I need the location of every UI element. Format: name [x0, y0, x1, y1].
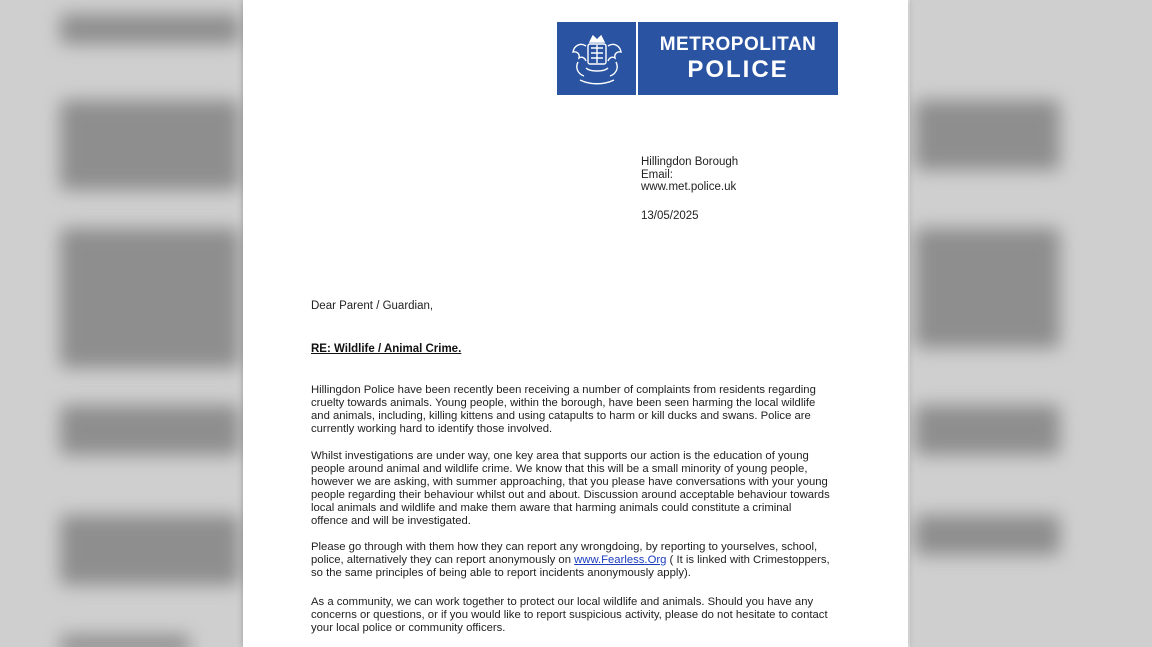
- paragraph-3: [311, 541, 831, 580]
- letter-subject: RE: Wildlife / Animal Crime.: [311, 343, 462, 355]
- address-website: www.met.police.uk: [641, 181, 737, 193]
- address-borough: Hillingdon Borough: [641, 156, 739, 168]
- logo-line1: METROPOLITAN: [659, 33, 817, 55]
- paragraph-3-text-start: Please go through with them how they can report any wrongdoing, by reporting to yourselves, school, police, alternatively they can report anonymously on: [311, 541, 818, 566]
- sender-address: [641, 156, 738, 194]
- police-crest-icon: [557, 22, 638, 95]
- salutation: Dear Parent / Guardian,: [311, 300, 434, 312]
- paragraph-2: Whilst investigations are under way, one key area that supports our action is the education of young people around animal and wildlife crime. We know that this will be a small minority of young people, however we are asking, with summer approaching, that you please have conversations with your young people regarding their behaviour whilst out and about. Discussion around acceptable behaviour towards local animals and wildlife and make them aware that harming animals could constitute a criminal offence and will be investigated.: [311, 450, 830, 527]
- fearless-link[interactable]: www.Fearless.Org: [574, 553, 667, 566]
- paragraph-3-text-end: ( It is linked with Crimestoppers, so the same principles of being able to report incidents anonymously apply).: [311, 553, 830, 579]
- letter-date: 13/05/2025: [641, 210, 699, 222]
- letter-page: [243, 0, 908, 647]
- address-email-label: Email:: [641, 168, 673, 181]
- logo-line2: POLICE: [687, 55, 789, 83]
- logo-wordmark: [638, 22, 838, 95]
- paragraph-4: As a community, we can work together to protect our local wildlife and animals. Should you have any concerns or questions, or if you would like to report suspicious activity, please do not hesitate to contact your local police or community officers.: [311, 596, 828, 634]
- metropolitan-police-logo: [557, 22, 838, 95]
- paragraph-1: Hillingdon Police have been recently been receiving a number of complaints from residents regarding cruelty towards animals. Young people, within the borough, have been seen harming the local wildlife and animals, including, killing kittens and using catapults to harm or kill ducks and swans. Police are currently working hard to identify those involved.: [311, 384, 816, 435]
